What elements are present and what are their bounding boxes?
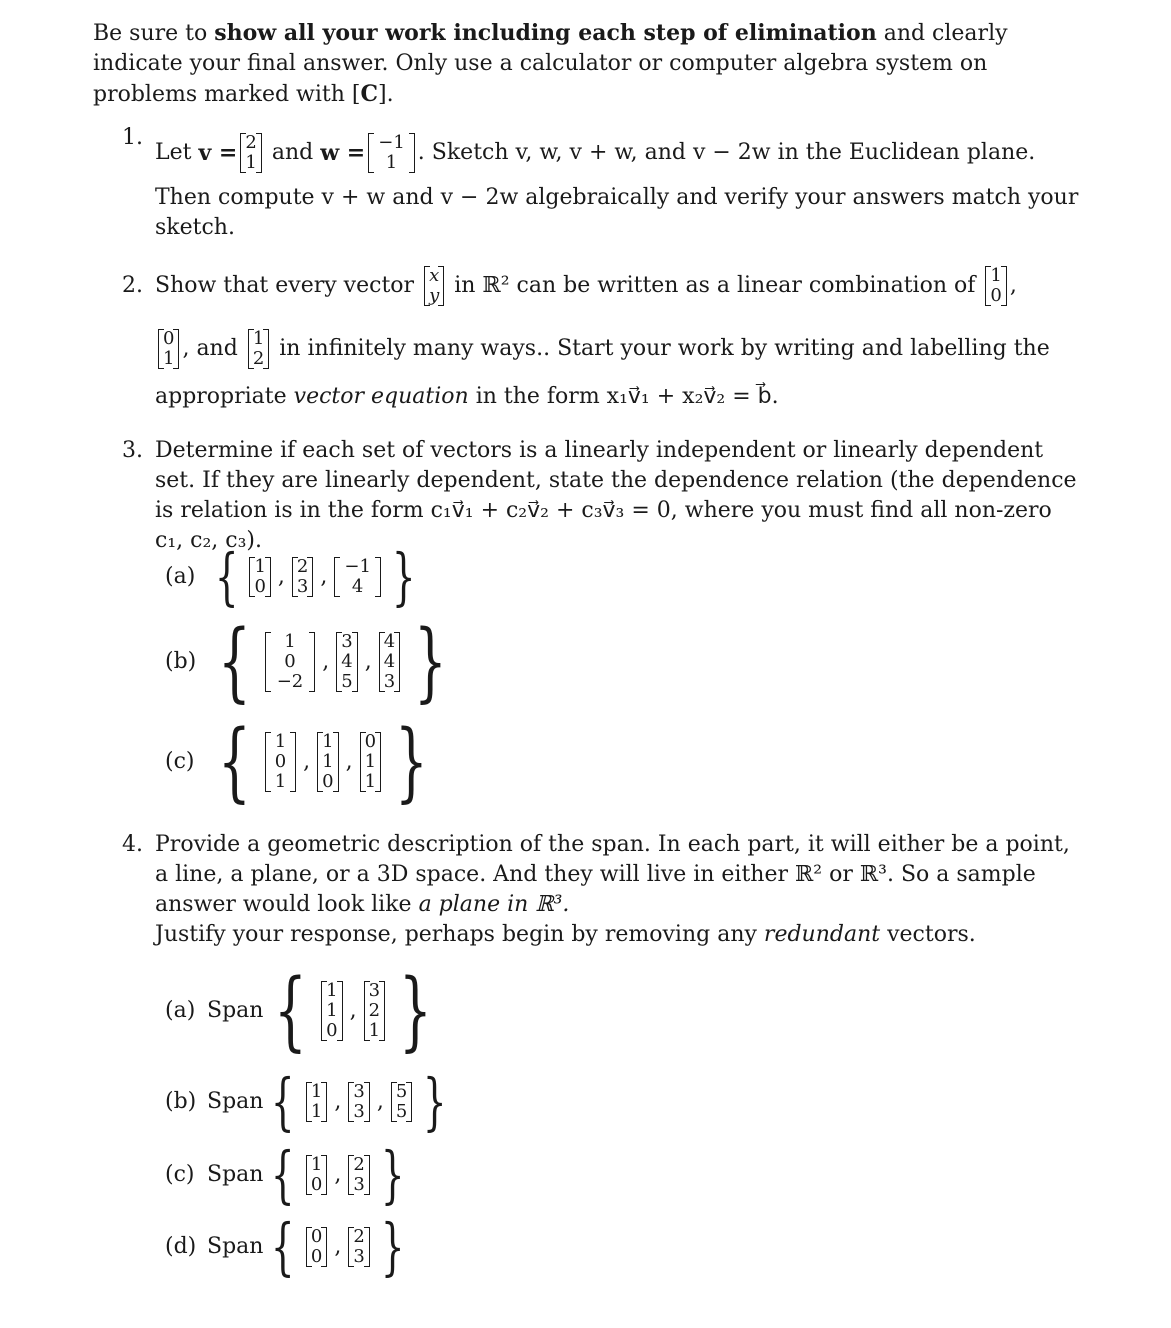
p4-part-c (165, 1138, 412, 1211)
vector-entry: 1 (326, 980, 338, 1001)
vector-entry: 1 (274, 731, 287, 752)
set-brace: { (271, 1065, 296, 1138)
vector (292, 557, 313, 597)
instructions (93, 18, 1083, 110)
problem-number: 4. (122, 832, 143, 857)
vector-entry: 1 (322, 751, 334, 772)
vector-entry: 3 (383, 671, 396, 692)
vector-entry: 1 (368, 1020, 381, 1041)
comma: , (322, 649, 330, 674)
vector-entry: 3 (296, 576, 309, 597)
p2-and: , and (182, 336, 238, 361)
part-label: (a) (165, 998, 196, 1023)
part-label: (a) (165, 564, 196, 589)
set-brace: { (274, 961, 308, 1061)
set-brace: } (414, 612, 447, 712)
vector (348, 1227, 369, 1267)
p4-text-1-italic: a plane in ℝ³. (418, 892, 570, 917)
vector-entry: 1 (310, 1101, 323, 1122)
p1-w-vector (368, 133, 415, 173)
p1-rest: . Sketch v, w, v + w, and v − 2w in the Euclidean plane. (417, 140, 1036, 165)
vector-entry: 4 (383, 651, 396, 672)
p3-part-c (165, 712, 439, 812)
set-brace: } (380, 1138, 405, 1211)
problem-3 (122, 436, 1082, 556)
vector (321, 981, 342, 1041)
problem-2: 2. Show that every vector x y in ℝ² can be written as a linear combination of 1 0 , 0 1 , and 1 2 in infinitely many ways.. Start your work by writing and labelling the appropriate vector equation in the form x₁v⃗₁ + x₂v⃗₂ = b⃗. (122, 265, 1050, 409)
vector-entry: 0 (284, 651, 296, 672)
p1-line-2: Then compute v + w and v − 2w algebraically and verify your answers match your sketch. (155, 185, 1079, 240)
comma: , (334, 1089, 342, 1114)
vector (360, 732, 381, 792)
set-brace: { (271, 1210, 296, 1283)
vector-entry: y (429, 285, 440, 306)
vector-entry: −1 (378, 132, 405, 153)
vector (334, 557, 381, 597)
span-word: Span (207, 1162, 264, 1187)
set-brace: } (391, 540, 416, 613)
vector-entry: 3 (353, 1101, 365, 1122)
vector-entry: 0 (274, 751, 287, 772)
vector-entry: −1 (344, 556, 371, 577)
part-label: (d) (165, 1234, 197, 1259)
vector-entry: 3 (353, 1174, 365, 1195)
vector-entry: 5 (395, 1081, 408, 1102)
problem-4 (122, 830, 1082, 950)
vector-entry: 0 (310, 1226, 323, 1247)
comma: , (345, 749, 353, 774)
p2-text-3: in infinitely many ways.. Start your work by writing and labelling the (279, 336, 1050, 361)
vector-entry: 2 (353, 1154, 365, 1175)
vector-entry: 1 (310, 1154, 323, 1175)
p4-text-1: Provide a geometric description of the span. In each part, it will either be a point, a line, a plane, or a 3D space. And they will live in either ℝ² or ℝ³. So a sample answer would look like (155, 832, 1070, 917)
p2-text-4a: appropriate (155, 384, 294, 409)
vector-entry: −2 (276, 671, 304, 692)
vector-entry: 1 (322, 731, 334, 752)
comma: , (349, 998, 357, 1023)
p3-part-b (165, 612, 458, 712)
span-word: Span (207, 998, 264, 1023)
vector-entry: 1 (310, 1081, 323, 1102)
vector-entry: 0 (322, 771, 334, 792)
p4-part-a (165, 961, 443, 1061)
intro-text-3: ]. (378, 82, 394, 107)
comma: , (364, 649, 372, 674)
vector (306, 1082, 327, 1122)
set-brace: { (214, 540, 239, 613)
vector-entry: 5 (395, 1101, 408, 1122)
problem-number: 3. (122, 438, 143, 463)
p4-text-2a: Justify your response, perhaps begin by removing any (155, 922, 764, 947)
vector-entry: 3 (341, 631, 353, 652)
set-brace: { (271, 1138, 296, 1211)
vector-entry: 1 (990, 265, 1002, 286)
part-label: (c) (165, 749, 195, 774)
problem-1 (122, 123, 1082, 243)
p4-text-2-italic: redundant (763, 922, 881, 947)
vector-entry: 1 (385, 152, 398, 173)
p2-xy-vector (424, 266, 444, 306)
intro-bold-1: show all your work including each step of elimination (214, 20, 877, 46)
vector (265, 732, 296, 792)
vector-entry: 2 (353, 1226, 365, 1247)
vector-entry: 4 (383, 631, 396, 652)
p2-text-4-italic: vector equation (293, 384, 469, 409)
intro-text-1: Be sure to (93, 21, 215, 46)
vector-entry: 4 (341, 651, 353, 672)
vector-entry: 0 (254, 576, 266, 597)
problem-number: 1. (122, 125, 143, 150)
vector-entry: 1 (163, 348, 175, 369)
comma: , (320, 564, 328, 589)
vector (306, 1227, 327, 1267)
p2-text-1: Show that every vector (155, 273, 415, 298)
part-label: (c) (165, 1162, 195, 1187)
vector-entry: 3 (353, 1081, 365, 1102)
vector-entry: 0 (326, 1020, 338, 1041)
comma: , (277, 564, 285, 589)
p4-text-2b: vectors. (880, 922, 976, 947)
p1-v-label: v = (198, 140, 238, 166)
vector (391, 1082, 412, 1122)
vector-entry: 1 (254, 556, 266, 577)
vector-entry: 1 (364, 771, 377, 792)
p2-e2-vector (158, 329, 179, 369)
vector-entry: 0 (310, 1246, 323, 1267)
p1-let: Let (155, 140, 192, 165)
vector-entry: 1 (252, 328, 265, 349)
part-label: (b) (165, 649, 197, 674)
part-label: (b) (165, 1089, 197, 1114)
vector-entry: 4 (351, 576, 364, 597)
vector-entry: 0 (364, 731, 377, 752)
p3-part-a (165, 540, 423, 613)
vector-entry: 1 (326, 1000, 338, 1021)
intro-bold-2: C (360, 81, 379, 107)
vector-entry: 0 (990, 285, 1002, 306)
vector (317, 732, 338, 792)
p2-e1-vector (985, 266, 1006, 306)
vector (265, 632, 316, 692)
span-word: Span (207, 1089, 264, 1114)
vector-entry: 0 (310, 1174, 323, 1195)
comma: , (334, 1234, 342, 1259)
set-brace: } (423, 1065, 447, 1138)
vector-entry: 5 (341, 671, 353, 692)
vector (348, 1082, 369, 1122)
set-brace: { (217, 612, 251, 712)
vector-entry: 0 (163, 328, 175, 349)
set-brace: } (399, 961, 432, 1061)
vector-entry: 1 (274, 771, 287, 792)
vector (364, 981, 385, 1041)
intro-text-2: and clearly indicate your final answer. Only use a calculator or computer algebra system on problems marked with [ (93, 21, 1008, 107)
comma: , (303, 749, 311, 774)
vector-entry: 3 (353, 1246, 365, 1267)
set-brace: } (395, 712, 428, 812)
vector (348, 1155, 369, 1195)
vector-entry: 1 (364, 751, 377, 772)
p1-w-label: w = (320, 140, 366, 166)
vector (306, 1155, 327, 1195)
vector-entry: x (429, 265, 440, 286)
set-brace: { (217, 712, 251, 812)
vector-entry: 2 (368, 1000, 381, 1021)
set-brace: } (380, 1210, 405, 1283)
p2-e3-vector (248, 329, 269, 369)
vector-entry: 1 (284, 631, 296, 652)
comma: , (334, 1162, 342, 1187)
vector-entry: 2 (252, 348, 265, 369)
p2-text-2: in ℝ² can be written as a linear combination of (454, 273, 976, 298)
problem-number: 2. (122, 273, 143, 298)
vector-entry: 2 (296, 556, 309, 577)
p4-part-d (165, 1210, 412, 1283)
p2-text-4b: in the form x₁v⃗₁ + x₂v⃗₂ = b⃗. (468, 384, 779, 409)
comma: , (376, 1089, 384, 1114)
p4-part-b (165, 1065, 455, 1138)
vector (249, 557, 270, 597)
vector-entry: 3 (368, 980, 381, 1001)
p1-and: and (271, 140, 314, 165)
vector-entry: 2 (245, 132, 257, 153)
vector (336, 632, 357, 692)
vector (379, 632, 400, 692)
p1-v-vector (240, 133, 261, 173)
vector-entry: 1 (245, 152, 257, 173)
span-word: Span (207, 1234, 264, 1259)
p3-text: Determine if each set of vectors is a linearly independent or linearly dependent set. If they are linearly dependent, state the dependence relation (the dependence is relation is in the form c₁v⃗₁ + c₂v⃗₂ + c₃v⃗₃ = 0, where you must find all non-zero c₁, c₂, c₃). (155, 438, 1077, 553)
